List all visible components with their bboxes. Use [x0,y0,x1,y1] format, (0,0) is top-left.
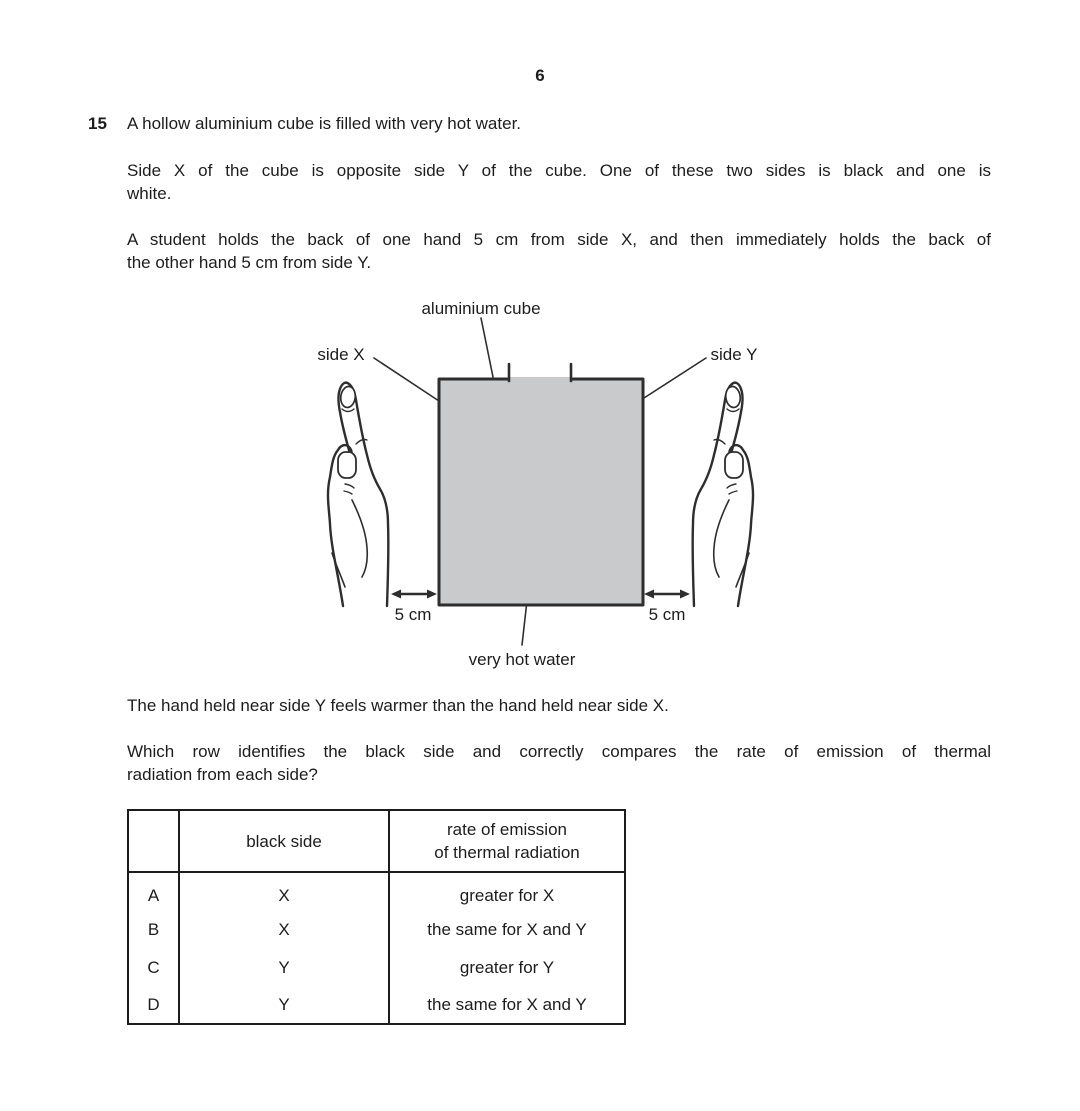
paragraph-line: white. [127,184,172,203]
rate-value: greater for X [389,872,625,910]
side-x-label: side X [317,345,365,364]
distance-arrow-right [644,590,690,599]
table-row [128,910,625,948]
question-prompt [127,740,991,786]
header-rate-line2: of thermal radiation [434,843,580,862]
table-header-row [128,810,625,872]
header-black-side: black side [179,810,389,872]
page-number: 6 [535,66,545,85]
table-row [128,986,625,1024]
rate-value: greater for Y [389,948,625,986]
black-side-value: Y [179,986,389,1024]
rate-value: the same for X and Y [389,910,625,948]
option-letter: B [128,910,179,948]
answer-table [127,809,626,1025]
rate-value: the same for X and Y [389,986,625,1024]
question-paragraph-3 [127,228,991,274]
cube-leader-line [481,318,493,377]
paragraph-line: Side X of the cube is opposite side Y of the cube. One of these two sides is black and one is [127,161,991,180]
black-side-value: Y [179,948,389,986]
question-number: 15 [88,114,107,133]
table-row [128,872,625,910]
distance-label-right: 5 cm [648,605,686,624]
option-letter: C [128,948,179,986]
paragraph-line: radiation from each side? [127,765,318,784]
header-option-cell [128,810,179,872]
distance-arrow-left [391,590,437,599]
black-side-value: X [179,910,389,948]
header-rate-line1: rate of emission [447,820,567,839]
question-paragraph-2 [127,159,991,205]
option-letter: D [128,986,179,1024]
side-y-leader-line [644,358,706,398]
side-x-leader-line [374,358,439,401]
paragraph-line: Which row identifies the black side and correctly compares the rate of emission of thermal [127,742,991,761]
side-y-label: side Y [710,345,758,364]
distance-label-left: 5 cm [394,605,432,624]
hand-right [693,383,753,606]
black-side-value: X [179,872,389,910]
question-intro: A hollow aluminium cube is filled with very hot water. [127,114,522,133]
cube-label: aluminium cube [421,299,541,318]
hand-left [328,383,388,606]
paragraph-line: A student holds the back of one hand 5 cm from side X, and then immediately holds the back of [127,230,991,249]
option-letter: A [128,872,179,910]
cube [439,379,643,605]
header-rate [389,810,625,872]
table-row [128,948,625,986]
water-label: very hot water [468,650,576,669]
observation-text: The hand held near side Y feels warmer than the hand held near side X. [127,696,669,715]
paragraph-line: the other hand 5 cm from side Y. [127,253,372,272]
